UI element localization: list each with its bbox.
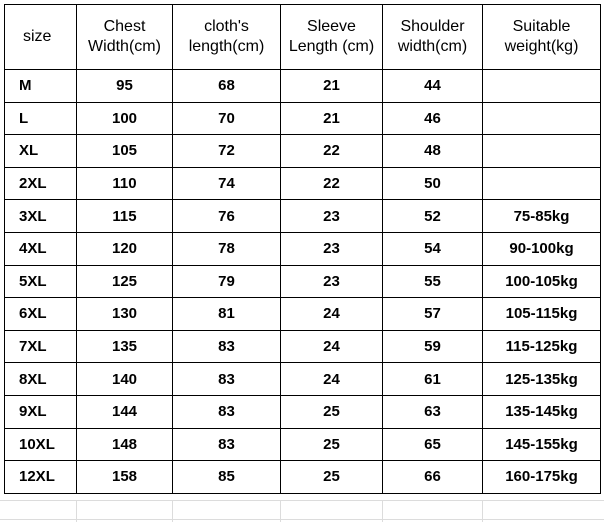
chest-width-cell: 105 xyxy=(77,135,173,168)
cloth-length-cell: 72 xyxy=(173,135,281,168)
size-header: size xyxy=(5,5,77,70)
header-row xyxy=(5,5,601,70)
shoulder-width-cell: 54 xyxy=(383,232,483,265)
table-row xyxy=(5,265,601,298)
chest-width-cell: 115 xyxy=(77,200,173,233)
shoulder-width-cell: 66 xyxy=(383,461,483,494)
table-row xyxy=(5,330,601,363)
suitable-weight-cell: 115-125kg xyxy=(483,330,601,363)
cloth-length-cell: 79 xyxy=(173,265,281,298)
sleeve-length-cell: 25 xyxy=(281,461,383,494)
table-row xyxy=(5,461,601,494)
chest-width-cell: 95 xyxy=(77,70,173,103)
sleeve-length-cell: 25 xyxy=(281,395,383,428)
table-row xyxy=(5,102,601,135)
size-cell: XL xyxy=(5,135,77,168)
sleeve-length-cell: 23 xyxy=(281,232,383,265)
table-row xyxy=(5,70,601,103)
shoulder-width-cell: 46 xyxy=(383,102,483,135)
table-row xyxy=(5,428,601,461)
suitable-weight-cell: 100-105kg xyxy=(483,265,601,298)
cloth-length-cell: 85 xyxy=(173,461,281,494)
size-cell: 2XL xyxy=(5,167,77,200)
size-cell: 9XL xyxy=(5,395,77,428)
cloth-length-cell: 74 xyxy=(173,167,281,200)
chest-width-cell: 110 xyxy=(77,167,173,200)
cloth-length-cell: 83 xyxy=(173,330,281,363)
chest-width-cell: 130 xyxy=(77,298,173,331)
suitable-weight-cell: 145-155kg xyxy=(483,428,601,461)
suitable-weight-cell: 105-115kg xyxy=(483,298,601,331)
suitable-weight-cell: 75-85kg xyxy=(483,200,601,233)
suitable-weight-cell xyxy=(483,167,601,200)
sleeve-length-cell: 24 xyxy=(281,330,383,363)
cloth-length-cell: 83 xyxy=(173,428,281,461)
size-cell: L xyxy=(5,102,77,135)
suitable-weight-cell xyxy=(483,70,601,103)
chest-width-cell: 100 xyxy=(77,102,173,135)
suitable-weight-cell: 125-135kg xyxy=(483,363,601,396)
suitable-weight-cell: 160-175kg xyxy=(483,461,601,494)
size-cell: 3XL xyxy=(5,200,77,233)
shoulder-width-cell: 50 xyxy=(383,167,483,200)
sleeve-length-cell: 25 xyxy=(281,428,383,461)
cloth-length-cell: 70 xyxy=(173,102,281,135)
suitable-weight-cell xyxy=(483,135,601,168)
spreadsheet-gridline xyxy=(280,500,281,522)
cloth-length-cell: 83 xyxy=(173,395,281,428)
suitable-weight-header: Suitable weight(kg) xyxy=(483,5,601,70)
sleeve-length-cell: 21 xyxy=(281,102,383,135)
size-cell: M xyxy=(5,70,77,103)
chest-width-cell: 148 xyxy=(77,428,173,461)
spreadsheet-gridline xyxy=(76,500,77,522)
table-row xyxy=(5,395,601,428)
sleeve-length-cell: 23 xyxy=(281,200,383,233)
spreadsheet-gridline xyxy=(0,500,604,501)
table-body xyxy=(5,70,601,494)
spreadsheet-gridline xyxy=(172,500,173,522)
sleeve-length-cell: 22 xyxy=(281,135,383,168)
chest-width-cell: 125 xyxy=(77,265,173,298)
table-row xyxy=(5,167,601,200)
sleeve-length-cell: 21 xyxy=(281,70,383,103)
sleeve-length-cell: 24 xyxy=(281,298,383,331)
cloth-length-cell: 83 xyxy=(173,363,281,396)
spreadsheet-gridline xyxy=(382,500,383,522)
size-cell: 12XL xyxy=(5,461,77,494)
size-cell: 5XL xyxy=(5,265,77,298)
suitable-weight-cell: 135-145kg xyxy=(483,395,601,428)
size-chart-table xyxy=(4,4,601,494)
size-cell: 4XL xyxy=(5,232,77,265)
shoulder-width-cell: 57 xyxy=(383,298,483,331)
chest-width-cell: 140 xyxy=(77,363,173,396)
cloth-length-cell: 81 xyxy=(173,298,281,331)
sleeve-length-cell: 23 xyxy=(281,265,383,298)
chest-width-cell: 144 xyxy=(77,395,173,428)
cloth-length-cell: 78 xyxy=(173,232,281,265)
suitable-weight-cell: 90-100kg xyxy=(483,232,601,265)
shoulder-width-cell: 61 xyxy=(383,363,483,396)
sleeve-length-cell: 22 xyxy=(281,167,383,200)
shoulder-width-cell: 65 xyxy=(383,428,483,461)
shoulder-width-cell: 59 xyxy=(383,330,483,363)
shoulder-width-cell: 48 xyxy=(383,135,483,168)
chest-width-header: Chest Width(cm) xyxy=(77,5,173,70)
sleeve-length-header: Sleeve Length (cm) xyxy=(281,5,383,70)
cloth-length-cell: 68 xyxy=(173,70,281,103)
shoulder-width-cell: 44 xyxy=(383,70,483,103)
shoulder-width-cell: 55 xyxy=(383,265,483,298)
size-cell: 7XL xyxy=(5,330,77,363)
spreadsheet-gridline xyxy=(482,500,483,522)
size-cell: 10XL xyxy=(5,428,77,461)
spreadsheet-gridline xyxy=(0,519,604,520)
table-row xyxy=(5,200,601,233)
sleeve-length-cell: 24 xyxy=(281,363,383,396)
table-row xyxy=(5,135,601,168)
shoulder-width-header: Shoulder width(cm) xyxy=(383,5,483,70)
size-cell: 8XL xyxy=(5,363,77,396)
cloth-length-cell: 76 xyxy=(173,200,281,233)
shoulder-width-cell: 52 xyxy=(383,200,483,233)
chest-width-cell: 120 xyxy=(77,232,173,265)
table-row xyxy=(5,232,601,265)
shoulder-width-cell: 63 xyxy=(383,395,483,428)
suitable-weight-cell xyxy=(483,102,601,135)
table-row xyxy=(5,298,601,331)
table-row xyxy=(5,363,601,396)
cloth-length-header: cloth's length(cm) xyxy=(173,5,281,70)
size-cell: 6XL xyxy=(5,298,77,331)
chest-width-cell: 135 xyxy=(77,330,173,363)
chest-width-cell: 158 xyxy=(77,461,173,494)
